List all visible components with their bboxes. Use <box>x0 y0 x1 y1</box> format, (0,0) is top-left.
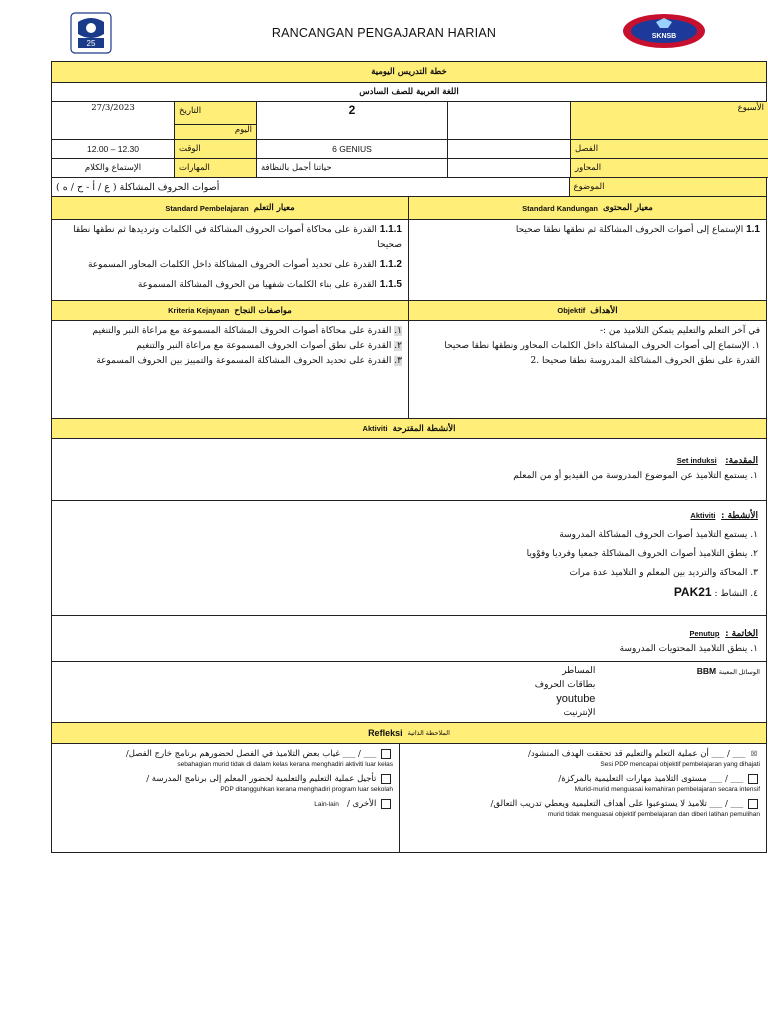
bbm-list <box>52 662 603 722</box>
objective-ar: الأهداف <box>590 305 618 316</box>
criteria-header <box>52 301 409 320</box>
bbm-label-en: BBM <box>696 666 717 676</box>
week-value: 2 <box>257 102 448 140</box>
learning-standard-header <box>52 197 409 219</box>
bbm-label <box>603 662 766 722</box>
checkbox[interactable] <box>748 799 758 809</box>
brand-logo <box>622 12 706 50</box>
activities-header <box>52 419 766 439</box>
content-standard-text: الإستماع إلى أصوات الحروف المشاكلة ثم نطقها نطقا صحيحا <box>515 225 744 235</box>
date-label-text: التاريخ <box>179 106 202 116</box>
reflection-left <box>52 744 400 852</box>
content-standard-num: 1.1 <box>746 224 760 235</box>
subject-row <box>52 83 766 102</box>
criteria-ar: مواصفات النجاح <box>234 305 292 316</box>
axis-spacer <box>448 159 571 178</box>
activity-item: ٣. المحاكة والترديد بين المعلم و التلاميذ عدة مرات <box>569 568 758 578</box>
checkbox[interactable] <box>381 749 391 759</box>
penutup-en: Penutup <box>689 629 720 638</box>
reflection-option-ar: / ___ تلاميذ لا يستوعبوا على أهداف التعليمية ويعطي تدريب التعالق/ <box>490 799 728 809</box>
penutup-section <box>52 616 766 662</box>
penutup-ar: الخاتمة : <box>725 629 758 639</box>
content-standard-ar: معيار المحتوى <box>603 203 653 213</box>
criteria-num: ١. <box>394 326 402 336</box>
learning-standard-item <box>58 222 402 253</box>
criteria-text: القدرة على تحديد الحروف المشاكلة المسموعة والتمييز بين الحروف المسموعة <box>96 356 392 366</box>
school-logo-text: 25 <box>86 39 96 48</box>
day-label-text: اليوم <box>175 124 256 135</box>
bbm-section <box>52 662 766 723</box>
objectives-body <box>52 321 766 419</box>
reflection-option: ___ / ___ غياب بعض التلاميذ في الفصل لحضورهم برنامج خارج الفصل/ <box>58 748 393 761</box>
objective-intro: في آخر التعلم والتعليم يتمكن التلاميذ من :- <box>599 326 760 336</box>
class-value: 6 GENIUS <box>257 140 448 159</box>
activities-ar: الأنشطة المقترحة <box>392 423 456 434</box>
axis-label: المحاور <box>571 159 768 178</box>
learning-standard-num: 1.1.5 <box>379 279 402 290</box>
learning-standard-num: 1.1.1 <box>379 224 402 235</box>
activities-en: Aktiviti <box>362 424 388 433</box>
reflection-option-ar: تأجيل عملية التعليم والتعلمية لحضور المعلم إلى برنامج المدرسة / <box>146 774 377 784</box>
objective-list <box>409 321 766 418</box>
reflection-right <box>400 744 766 852</box>
activity-item-text: ٤. النشاط : <box>714 589 758 599</box>
set-induksi-item: ١. يستمع التلاميذ عن الموضوع المدروسة من الفيديو أو من المعلم <box>513 471 758 481</box>
learning-standard-item <box>58 257 402 273</box>
content-standard-en: Standard Kandungan <box>522 203 598 213</box>
skills-label: المهارات <box>175 159 257 178</box>
reflection-option-ms: Murid-murid menguasai kemahiran pembelajaran secara intensif <box>574 786 760 793</box>
bbm-item: المساطر <box>562 666 596 676</box>
pak21-label: PAK21 <box>673 585 712 599</box>
checkbox[interactable] <box>381 799 391 809</box>
reflection-option <box>58 773 393 786</box>
reflection-option-ms: murid tidak menguasai objektif pembelajaran dan diberi latihan pemulihan <box>547 811 760 818</box>
learning-standards <box>52 220 409 300</box>
criteria-item <box>58 354 402 369</box>
reflection-option: ___ / ___ تلاميذ لا يستوعبوا على أهداف التعليمية ويعطي تدريب التعالق/ <box>406 798 760 811</box>
bbm-label-ar: الوسائل المعينة <box>718 669 760 676</box>
learning-standard-num: 1.1.2 <box>379 259 402 270</box>
plan-title-row <box>52 62 766 83</box>
reflection-option-ms: sebahagian murid tidak di dalam kelas kerana menghadiri aktiviti luar kelas <box>177 761 394 768</box>
learning-standard-item <box>58 277 402 293</box>
skills-value: الإستماع والكلام <box>52 159 175 178</box>
page-title: RANCANGAN PENGAJARAN HARIAN <box>271 26 497 40</box>
reflection-option-ar: / ___ غياب بعض التلاميذ في الفصل لحضورهم برنامج خارج الفصل/ <box>125 749 361 759</box>
bbm-item: الإنترنيت <box>563 708 596 718</box>
content-standard-header <box>409 197 766 219</box>
set-induksi-en: Set induksi <box>676 456 717 465</box>
objectives-header <box>52 301 766 321</box>
objective-item: القدرة على نطق الحروف المشاكلة المدروسة نطقا صحيحا .2 <box>530 356 760 366</box>
main-activities-ar: الأنشطة : <box>721 511 758 521</box>
checkbox-checked[interactable]: ☒ <box>750 749 758 758</box>
main-activities-heading <box>60 506 758 526</box>
reflection-header <box>52 723 766 744</box>
learning-standard-text: القدرة على محاكاة أصوات الحروف المشاكلة في الكلمات وترديدها ثم نطقها نطقا صحيحا <box>73 225 402 250</box>
class-label: الفصل <box>571 140 768 159</box>
activity-item: ١. يستمع التلاميذ أصوات الحروف المشاكلة المدروسة <box>559 530 758 540</box>
info-grid <box>52 102 766 178</box>
reflection-option-ar: / ___ أن عملية التعلم والتعليم قد تحققت الهدف المنشود/ <box>528 749 730 759</box>
time-label: الوقت <box>175 140 257 159</box>
lesson-plan-table <box>51 61 767 853</box>
learning-standard-en: Standard Pembelajaran <box>165 203 249 213</box>
objective-header <box>409 301 766 320</box>
week-label: الأسبوع <box>571 102 768 140</box>
reflection-option-ms: PDP ditangguhkan kerana menghadiri program luar sekolah <box>220 786 394 793</box>
reflection-title <box>52 723 766 743</box>
main-activities-section <box>52 501 766 616</box>
date-label <box>175 102 257 140</box>
plan-title: خطة التدريس اليومية <box>371 67 447 77</box>
set-induksi-section <box>52 439 766 501</box>
reflection-option: ___ / ___ مستوى التلاميذ مهارات التعليمية بالمركزة/ <box>406 773 760 786</box>
reflection-option-ms: Sesi PDP mencapai objektif pembelajaran yang dihajati <box>600 761 760 768</box>
reflection-option-ms: Lain-lain <box>314 801 339 808</box>
reflection-body <box>52 744 766 852</box>
learning-standard-text: القدرة على بناء الكلمات شفهيا من الحروف المشاكلة المسموعة <box>137 280 377 290</box>
criteria-num: ٢. <box>394 341 402 351</box>
topic-row <box>52 178 766 197</box>
content-standard <box>409 220 766 300</box>
set-induksi-content <box>52 439 766 500</box>
criteria-en: Kriteria Kejayaan <box>168 306 230 315</box>
activities-title <box>52 419 766 438</box>
time-value: 12.00 – 12.30 <box>52 140 175 159</box>
criteria-text: القدرة على نطق أصوات الحروف المسموعة مع مراعاة النبر والتنغيم <box>136 341 392 351</box>
objective-item: ١. الإستماع إلى أصوات الحروف المشاكلة داخل الكلمات المحاور ونطقها نطقا صحيحا <box>444 341 760 351</box>
checkbox[interactable] <box>748 774 758 784</box>
criteria-item <box>58 324 402 339</box>
learning-standard-ar: معيار التعلم <box>253 203 295 213</box>
standards-header <box>52 197 766 220</box>
penutup-content <box>52 616 766 661</box>
reflection-option-ar: الأخرى / <box>346 799 377 809</box>
topic-value: أصوات الحروف المشاكلة ( ع / أ - ح / ه ) <box>52 178 570 196</box>
bbm-item: بطاقات الحروف <box>534 680 596 690</box>
reflection-ar: الملاحظة الذاتية <box>407 730 450 737</box>
learning-standard-text: القدرة على تحديد أصوات الحروف المشاكلة داخل الكلمات المحاور المسموعة <box>87 260 377 270</box>
class-spacer <box>448 140 571 159</box>
criteria-text: القدرة على محاكاة أصوات الحروف المشاكلة المسموعة مع مراعاة النبر والتنغيم <box>92 326 392 336</box>
topic-label: الموضوع <box>570 178 766 196</box>
reflection-option: ☒ ___ / ___ أن عملية التعلم والتعليم قد تحققت الهدف المنشود/ <box>528 749 758 759</box>
criteria-list <box>52 321 409 418</box>
checkbox[interactable] <box>381 774 391 784</box>
date-value: 27/3/2023 <box>52 102 175 140</box>
axis-value: حياتنا أجمل بالنظافة <box>257 159 448 178</box>
bbm-item: youtube <box>556 693 596 705</box>
reflection-option <box>58 798 393 811</box>
main-activities-content <box>52 501 766 615</box>
penutup-item: ١. ينطق التلاميذ المحتويات المدروسة <box>619 644 758 654</box>
brand-logo-text: SKNSB <box>651 33 677 40</box>
set-induksi-ar: المقدمة: <box>725 456 758 466</box>
subject-title: اللغة العربية للصف السادس <box>359 87 459 97</box>
objective-en: Objektif <box>557 306 586 315</box>
week-spacer <box>448 102 571 140</box>
main-activities-en: Aktiviti <box>690 511 716 520</box>
penutup-heading <box>60 626 758 642</box>
activity-item <box>60 583 758 604</box>
criteria-num: ٣. <box>394 356 402 366</box>
reflection-option-ar: / ___ مستوى التلاميذ مهارات التعليمية بالمركزة/ <box>558 774 728 784</box>
standards-body <box>52 220 766 301</box>
reflection-en: Refleksi <box>368 728 403 738</box>
set-induksi-heading <box>60 453 758 469</box>
activity-item: ٢. ينطق التلاميذ أصوات الحروف المشاكلة جمعيا وفرديا وفوْويا <box>526 549 758 559</box>
criteria-item <box>58 339 402 354</box>
